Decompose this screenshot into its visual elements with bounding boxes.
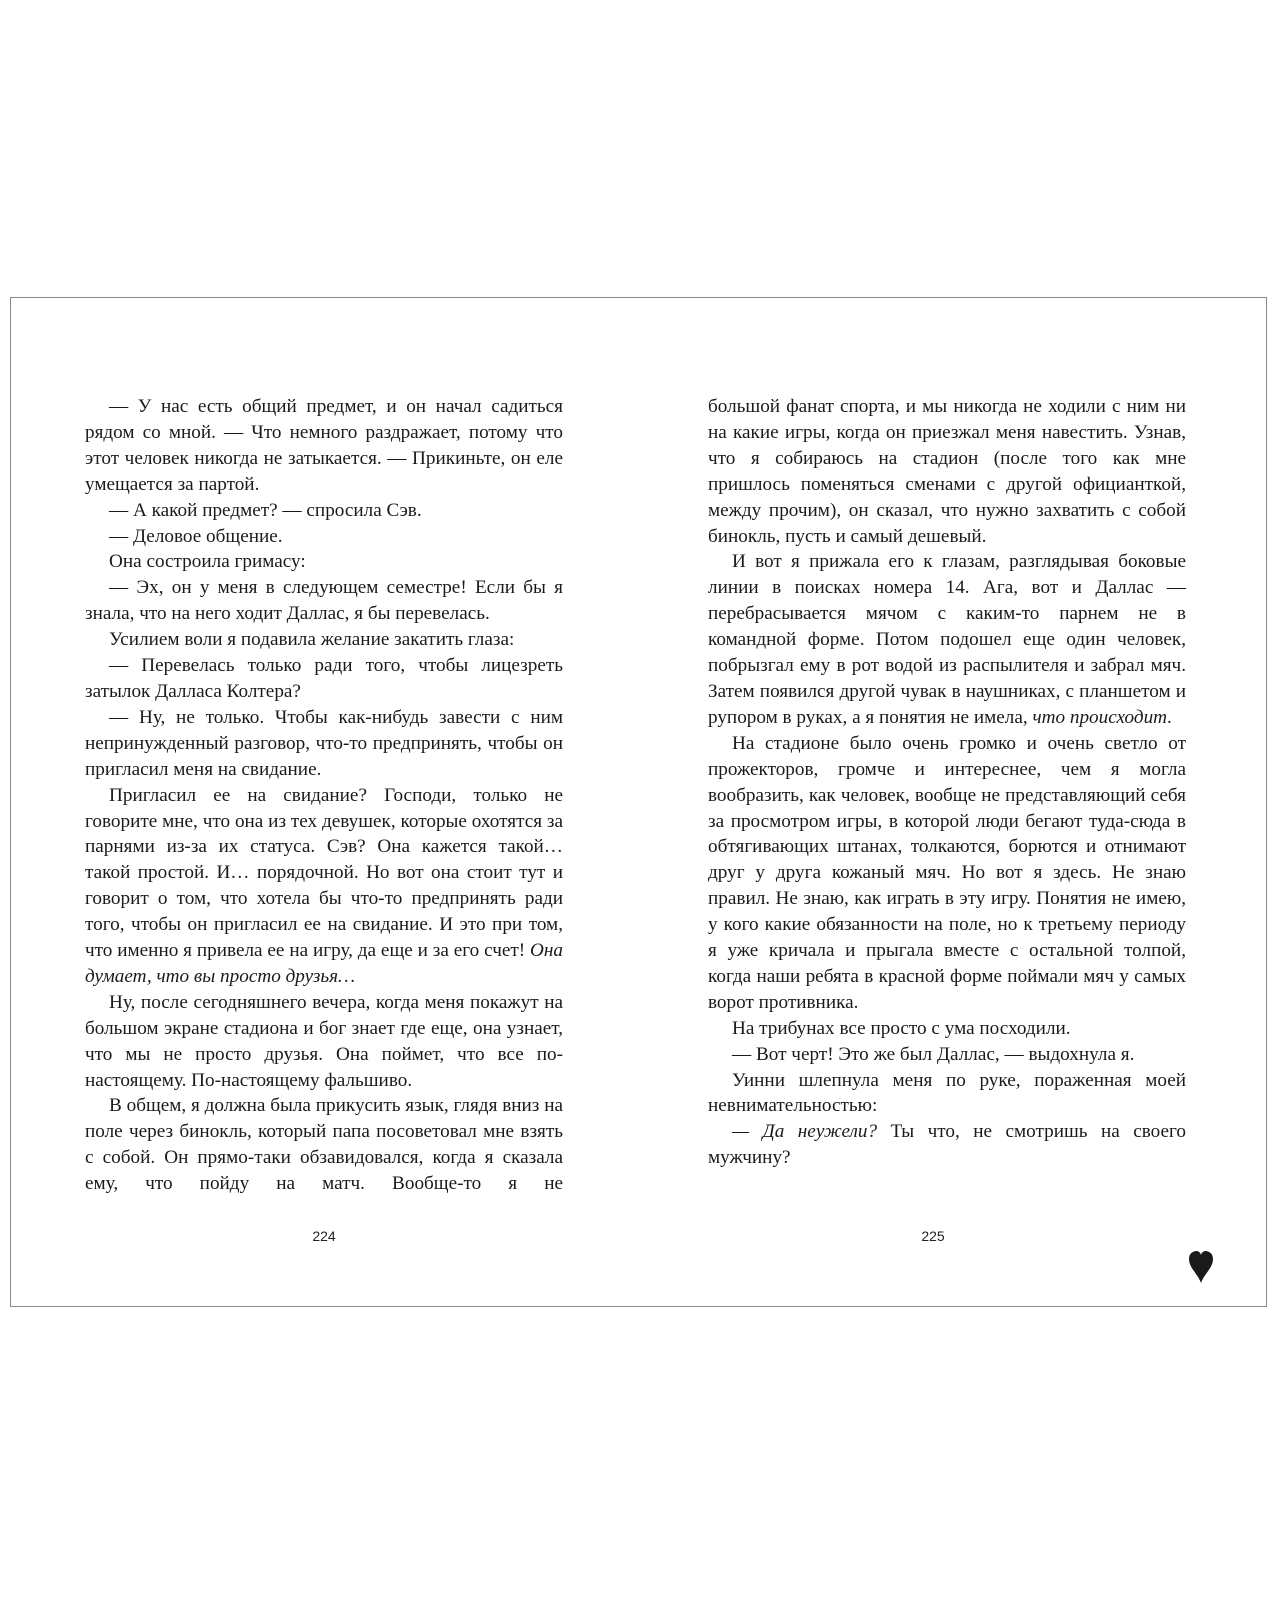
paragraph: — Вот черт! Это же был Даллас, — выдохнула я. bbox=[732, 1043, 1135, 1065]
paragraph: На стадионе было очень громко и очень светло от прожекторов, громче и интереснее, чем я могла вообразить, как человек, вообще не представляющий себя за просмотром игры, в которой люди бегают туда-сюда в обтягивающих штанах, толкаются, борются и отнимают друг у друга кожаный мяч. Но вот я здесь. Не знаю правил. Не знаю, как играть в эту игру. Понятия не имею, у кого какие обязанности на поле, но к третьему периоду я уже кричала и прыгала вместе с остальной толпой, когда наши ребята в красной форме поймали мяч у самых ворот противника. bbox=[708, 732, 1186, 1013]
heart-icon bbox=[1188, 1250, 1214, 1284]
paragraph: — Перевелась только ради того, чтобы лицезреть затылок Далласа Колтера? bbox=[85, 655, 563, 702]
paragraph: Уинни шлепнула меня по руке, пораженная моей невнимательностью: bbox=[708, 1069, 1186, 1117]
paragraph: большой фанат спорта, и мы никогда не ходили с ним ни на какие игры, когда он приезжал меня навестить. Узнав, что я собираюсь на стадион (после того как мне пришлось поменяться сменами с другой официанткой, между прочим), он сказал, что нужно захватить с собой бинокль, пусть и самый дешевый. bbox=[708, 396, 1186, 547]
paragraph: — Деловое общение. bbox=[109, 525, 283, 547]
paragraph-text: Ты что, не смотришь на своего мужчину? bbox=[708, 1121, 1186, 1169]
paragraph: — Эх, он у меня в следующем семестре! Если бы я знала, что на него ходит Даллас, я бы перевелась. bbox=[85, 577, 563, 625]
paragraph: — А какой предмет? — спросила Сэв. bbox=[109, 499, 422, 521]
italic-thought: Она думает, что вы просто друзья… bbox=[85, 940, 563, 987]
paragraph: В общем, я должна была прикусить язык, глядя вниз на поле через бинокль, который папа посоветовал мне взять с собой. Он прямо-таки обзавидовался, когда я сказала ему, что пойду на матч. Вообще-то я не bbox=[85, 1095, 563, 1195]
paragraph: На трибунах все просто с ума посходили. bbox=[732, 1017, 1071, 1039]
right-page-text bbox=[708, 394, 1186, 1171]
italic-dialogue: — Да неужели? bbox=[732, 1121, 878, 1143]
right-page bbox=[639, 298, 1266, 1306]
paragraph: Ну, после сегодняшнего вечера, когда меня покажут на большом экране стадиона и бог знает где еще, она узнает, что мы не просто друзья. Она поймет, что все по-настоящему. По-настоящему фальшиво. bbox=[85, 991, 563, 1091]
left-page-text bbox=[85, 394, 563, 1197]
paragraph: Усилием воли я подавила желание закатить глаза: bbox=[109, 629, 515, 651]
book-spread bbox=[10, 297, 1267, 1307]
paragraph: Она состроила гримасу: bbox=[109, 551, 306, 573]
page-number: 225 bbox=[921, 1228, 945, 1244]
paragraph: — Ну, не только. Чтобы как-нибудь завести с ним непринужденный разговор, что-то предпринять, чтобы он пригласил меня на свидание. bbox=[85, 706, 563, 780]
left-page bbox=[11, 298, 639, 1306]
paragraph bbox=[708, 1119, 1186, 1171]
paragraph-text: И вот я прижала его к глазам, разглядывая боковые линии в поисках номера 14. Ага, вот и Даллас — перебрасывается мячом с каким-то парнем не в командной форме. Потом подошел еще один человек, побрызгал ему в рот водой из распылителя и забрал мяч. Затем появился другой чувак в наушниках, с планшетом и рупором в руках, а я понятия не имела, bbox=[708, 551, 1186, 728]
paragraph bbox=[708, 549, 1186, 730]
paragraph bbox=[85, 783, 563, 990]
paragraph: — У нас есть общий предмет, и он начал садиться рядом со мной. — Что немного раздражает, потому что этот человек никогда не затыкается. — Прикиньте, он еле умещается за партой. bbox=[85, 396, 563, 495]
paragraph-text: Пригласил ее на свидание? Господи, только не говорите мне, что она из тех девушек, которые охотятся за парнями из-за их статуса. Сэв? Она кажется такой… такой простой. И… порядочной. Но вот она стоит тут и говорит о том, что хотела бы что-то предпринять ради того, чтобы он пригласил ее на свидание. И это при том, что именно я привела ее на игру, да еще и за его счет! bbox=[85, 784, 563, 962]
italic-phrase: что происходит bbox=[1032, 706, 1168, 728]
page-number: 224 bbox=[312, 1228, 336, 1244]
paragraph-end: . bbox=[1167, 706, 1172, 728]
